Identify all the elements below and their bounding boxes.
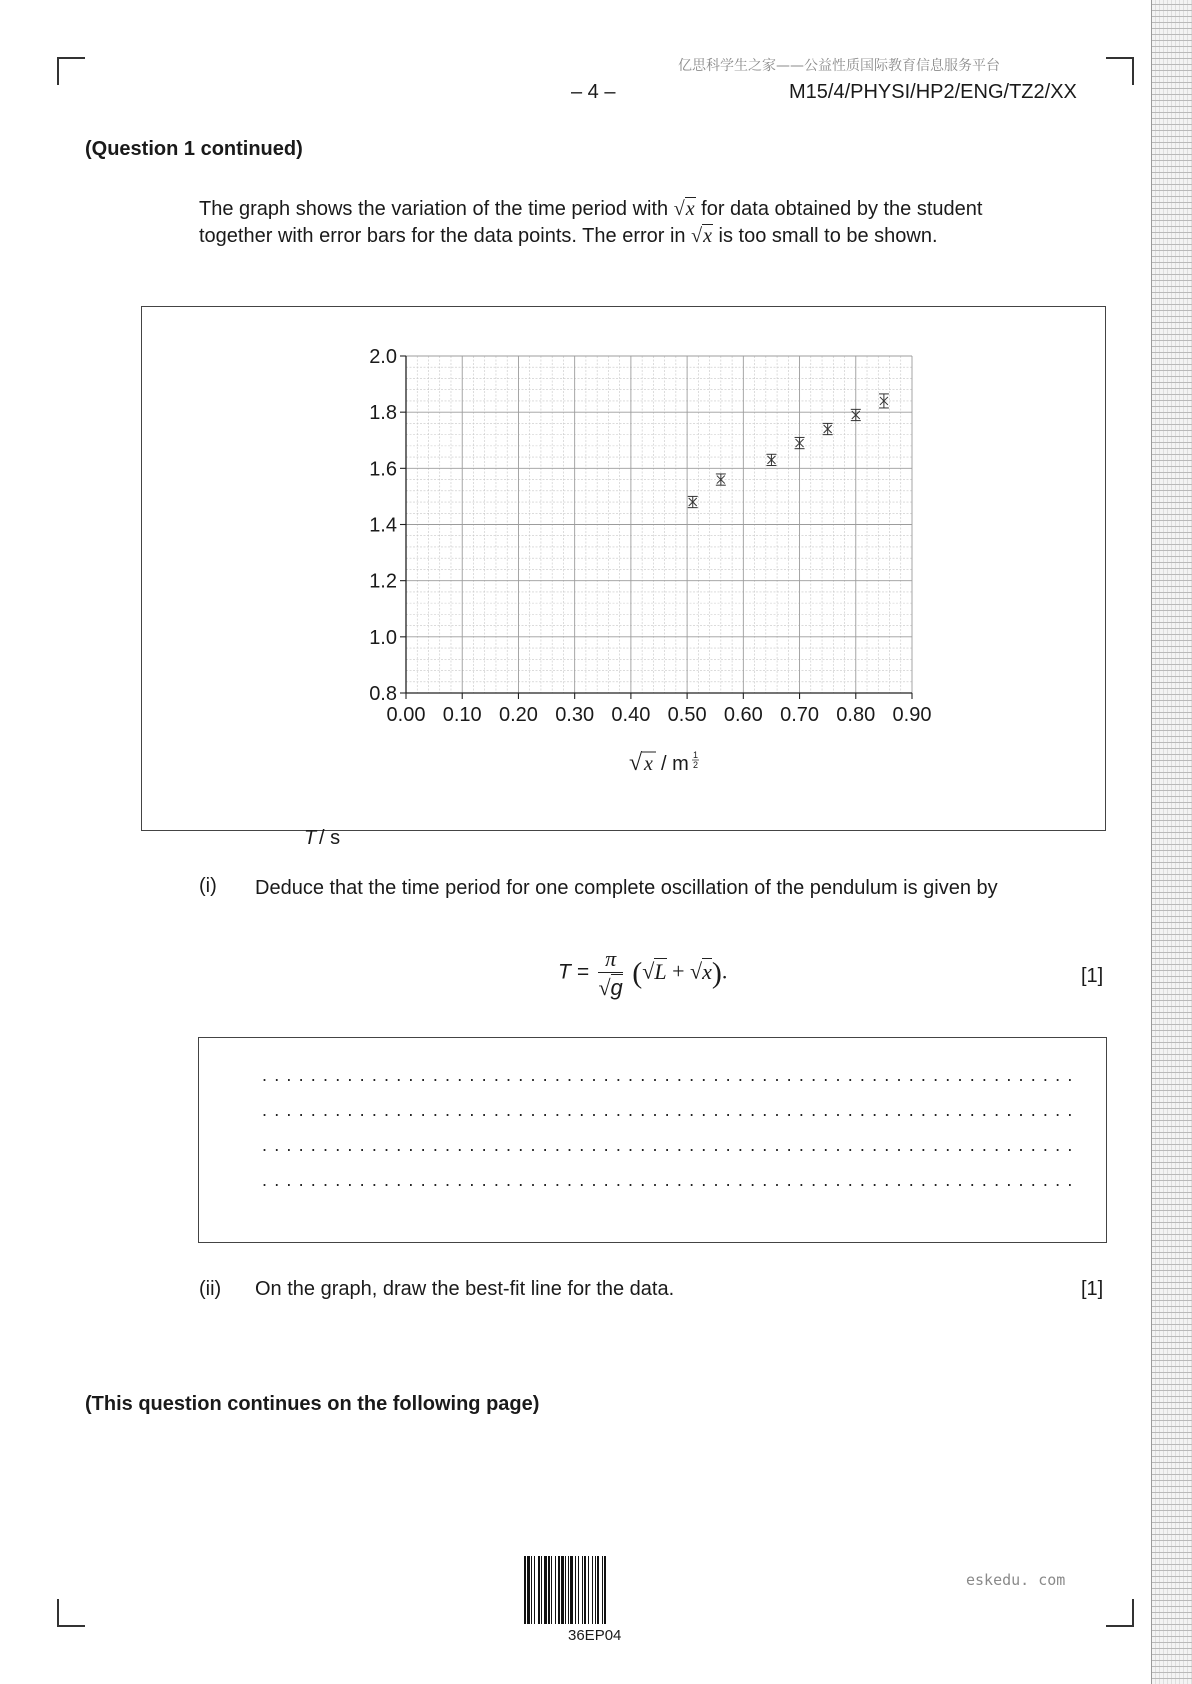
- corner-mark-top-left: [57, 57, 85, 85]
- x-tick-label: 0.10: [442, 704, 482, 726]
- page-number: – 4 –: [571, 81, 616, 103]
- intro-text-2: for data obtained by the student together with error bars for the data points. The error in: [199, 198, 983, 247]
- corner-mark-bottom-left: [57, 1599, 85, 1627]
- barcode-bar: [568, 1556, 569, 1624]
- x-tick-label: 0.50: [667, 704, 707, 726]
- barcode-bar: [592, 1556, 593, 1624]
- data-point: [795, 437, 805, 448]
- part-i-text: Deduce that the time period for one complete oscillation of the pendulum is given by: [255, 877, 998, 899]
- y-tick-label: 1.6: [369, 458, 397, 481]
- barcode-bar: [578, 1556, 579, 1624]
- y-tick-label: 1.8: [369, 402, 397, 425]
- barcode-bar: [551, 1556, 552, 1624]
- formula-x: x: [702, 958, 712, 984]
- header-watermark: 亿思科学生之家——公益性质国际教育信息服务平台: [678, 58, 1000, 74]
- chart-ylabel-var: T: [304, 827, 317, 849]
- barcode-bar: [570, 1556, 573, 1624]
- part-ii-text: On the graph, draw the best-fit line for the data.: [255, 1278, 675, 1300]
- paper-code: M15/4/PHYSI/HP2/ENG/TZ2/XX: [789, 81, 1077, 103]
- continues-note: (This question continues on the following page): [85, 1393, 540, 1415]
- data-point: [823, 423, 833, 434]
- y-tick-label: 1.2: [369, 570, 397, 593]
- continued-heading: (Question 1 continued): [85, 138, 303, 160]
- barcode-label: 36EP04: [568, 1627, 622, 1644]
- barcode-bar: [595, 1556, 596, 1624]
- chart-xlabel-exp-num: 1: [693, 750, 699, 760]
- answer-line-4[interactable]: . . . . . . . . . . . . . . . . . . . . . . . . . . . . . . . . . . . . . . . . . . . . . . . . . . . . . . . . . . . . . . . . . . .: [262, 1170, 1074, 1190]
- x-tick-label: 0.80: [836, 704, 876, 726]
- formula-lhs: T =: [558, 960, 589, 984]
- part-i-label: (i): [199, 875, 217, 897]
- chart-xlabel-exp-den: 2: [693, 760, 699, 770]
- corner-mark-top-right: [1106, 57, 1134, 85]
- barcode-bar: [575, 1556, 576, 1624]
- barcode-bar: [538, 1556, 540, 1624]
- formula-plus: +: [672, 958, 685, 984]
- data-point: [766, 454, 776, 465]
- period-formula: T = $\frac{\pi}{√g}$ (√L + √x).: [558, 946, 728, 1000]
- barcode-bar: [527, 1556, 530, 1624]
- barcode-bar: [548, 1556, 550, 1624]
- chart-xlabel-unit: / m: [661, 753, 689, 775]
- y-tick-label: 1.4: [369, 514, 397, 537]
- chart-ylabel-unit: / s: [319, 827, 341, 849]
- intro-text-1: The graph shows the variation of the time period with: [199, 198, 669, 220]
- part-ii-label: (ii): [199, 1278, 222, 1300]
- answer-line-3[interactable]: . . . . . . . . . . . . . . . . . . . . . . . . . . . . . . . . . . . . . . . . . . . . . . . . . . . . . . . . . . . . . . . . . . .: [262, 1135, 1074, 1155]
- chart-major-grid: [406, 356, 912, 693]
- x-tick-label: 0.20: [498, 704, 538, 726]
- data-point: [716, 474, 726, 485]
- barcode-bar: [565, 1556, 566, 1624]
- chart-xlabel: [629, 750, 699, 776]
- barcode-bar: [597, 1556, 599, 1624]
- barcode-bar: [555, 1556, 556, 1624]
- barcode-bar: [524, 1556, 526, 1624]
- y-tick-label: 1.0: [369, 626, 397, 649]
- x-tick-label: 0.40: [611, 704, 651, 726]
- y-tick-label: 2.0: [369, 346, 397, 368]
- barcode-bar: [541, 1556, 542, 1624]
- formula-end: .: [721, 958, 728, 984]
- formula-l: L: [654, 958, 667, 984]
- intro-text-3: is too small to be shown.: [718, 225, 938, 247]
- barcode-bar: [584, 1556, 586, 1624]
- formula-fraction: $\frac{\pi}{√g}$: [598, 946, 623, 1000]
- part-i-marks: [1]: [1081, 965, 1104, 987]
- margin-strip: [1151, 0, 1192, 1684]
- barcode-bar: [582, 1556, 583, 1624]
- barcode-bar: [561, 1556, 564, 1624]
- sqrt-x-inline-2: √x: [691, 225, 712, 247]
- barcode-bar: [588, 1556, 589, 1624]
- data-point: [851, 409, 861, 420]
- chart-xlabel-var: x: [644, 753, 653, 775]
- barcode-bar: [558, 1556, 560, 1624]
- barcode-bar: [602, 1556, 603, 1624]
- svg-text:√: √: [629, 750, 643, 776]
- x-tick-label: 0.60: [723, 704, 763, 726]
- part-ii-marks: [1]: [1081, 1278, 1104, 1300]
- x-tick-label: 0.70: [780, 704, 820, 726]
- chart[interactable]: [141, 306, 1104, 849]
- x-tick-label: 0.00: [386, 704, 426, 726]
- barcode-bar: [531, 1556, 532, 1624]
- data-point: [688, 496, 698, 507]
- footer-watermark: eskedu. com: [966, 1571, 1066, 1589]
- y-tick-label: 0.8: [369, 683, 397, 705]
- barcode-bar: [534, 1556, 535, 1624]
- answer-line-1[interactable]: . . . . . . . . . . . . . . . . . . . . . . . . . . . . . . . . . . . . . . . . . . . . . . . . . . . . . . . . . . . . . . . . . . .: [262, 1065, 1074, 1085]
- barcode-bar: [604, 1556, 606, 1624]
- sqrt-x-inline: √x: [673, 198, 695, 220]
- x-tick-label: 0.90: [892, 704, 932, 726]
- answer-line-2[interactable]: . . . . . . . . . . . . . . . . . . . . . . . . . . . . . . . . . . . . . . . . . . . . . . . . . . . . . . . . . . . . . . . . . . .: [262, 1100, 1074, 1120]
- x-tick-label: 0.30: [555, 704, 595, 726]
- corner-mark-bottom-right: [1106, 1599, 1134, 1627]
- barcode-bar: [544, 1556, 547, 1624]
- intro-paragraph: [199, 196, 1019, 250]
- barcode: [523, 1556, 668, 1626]
